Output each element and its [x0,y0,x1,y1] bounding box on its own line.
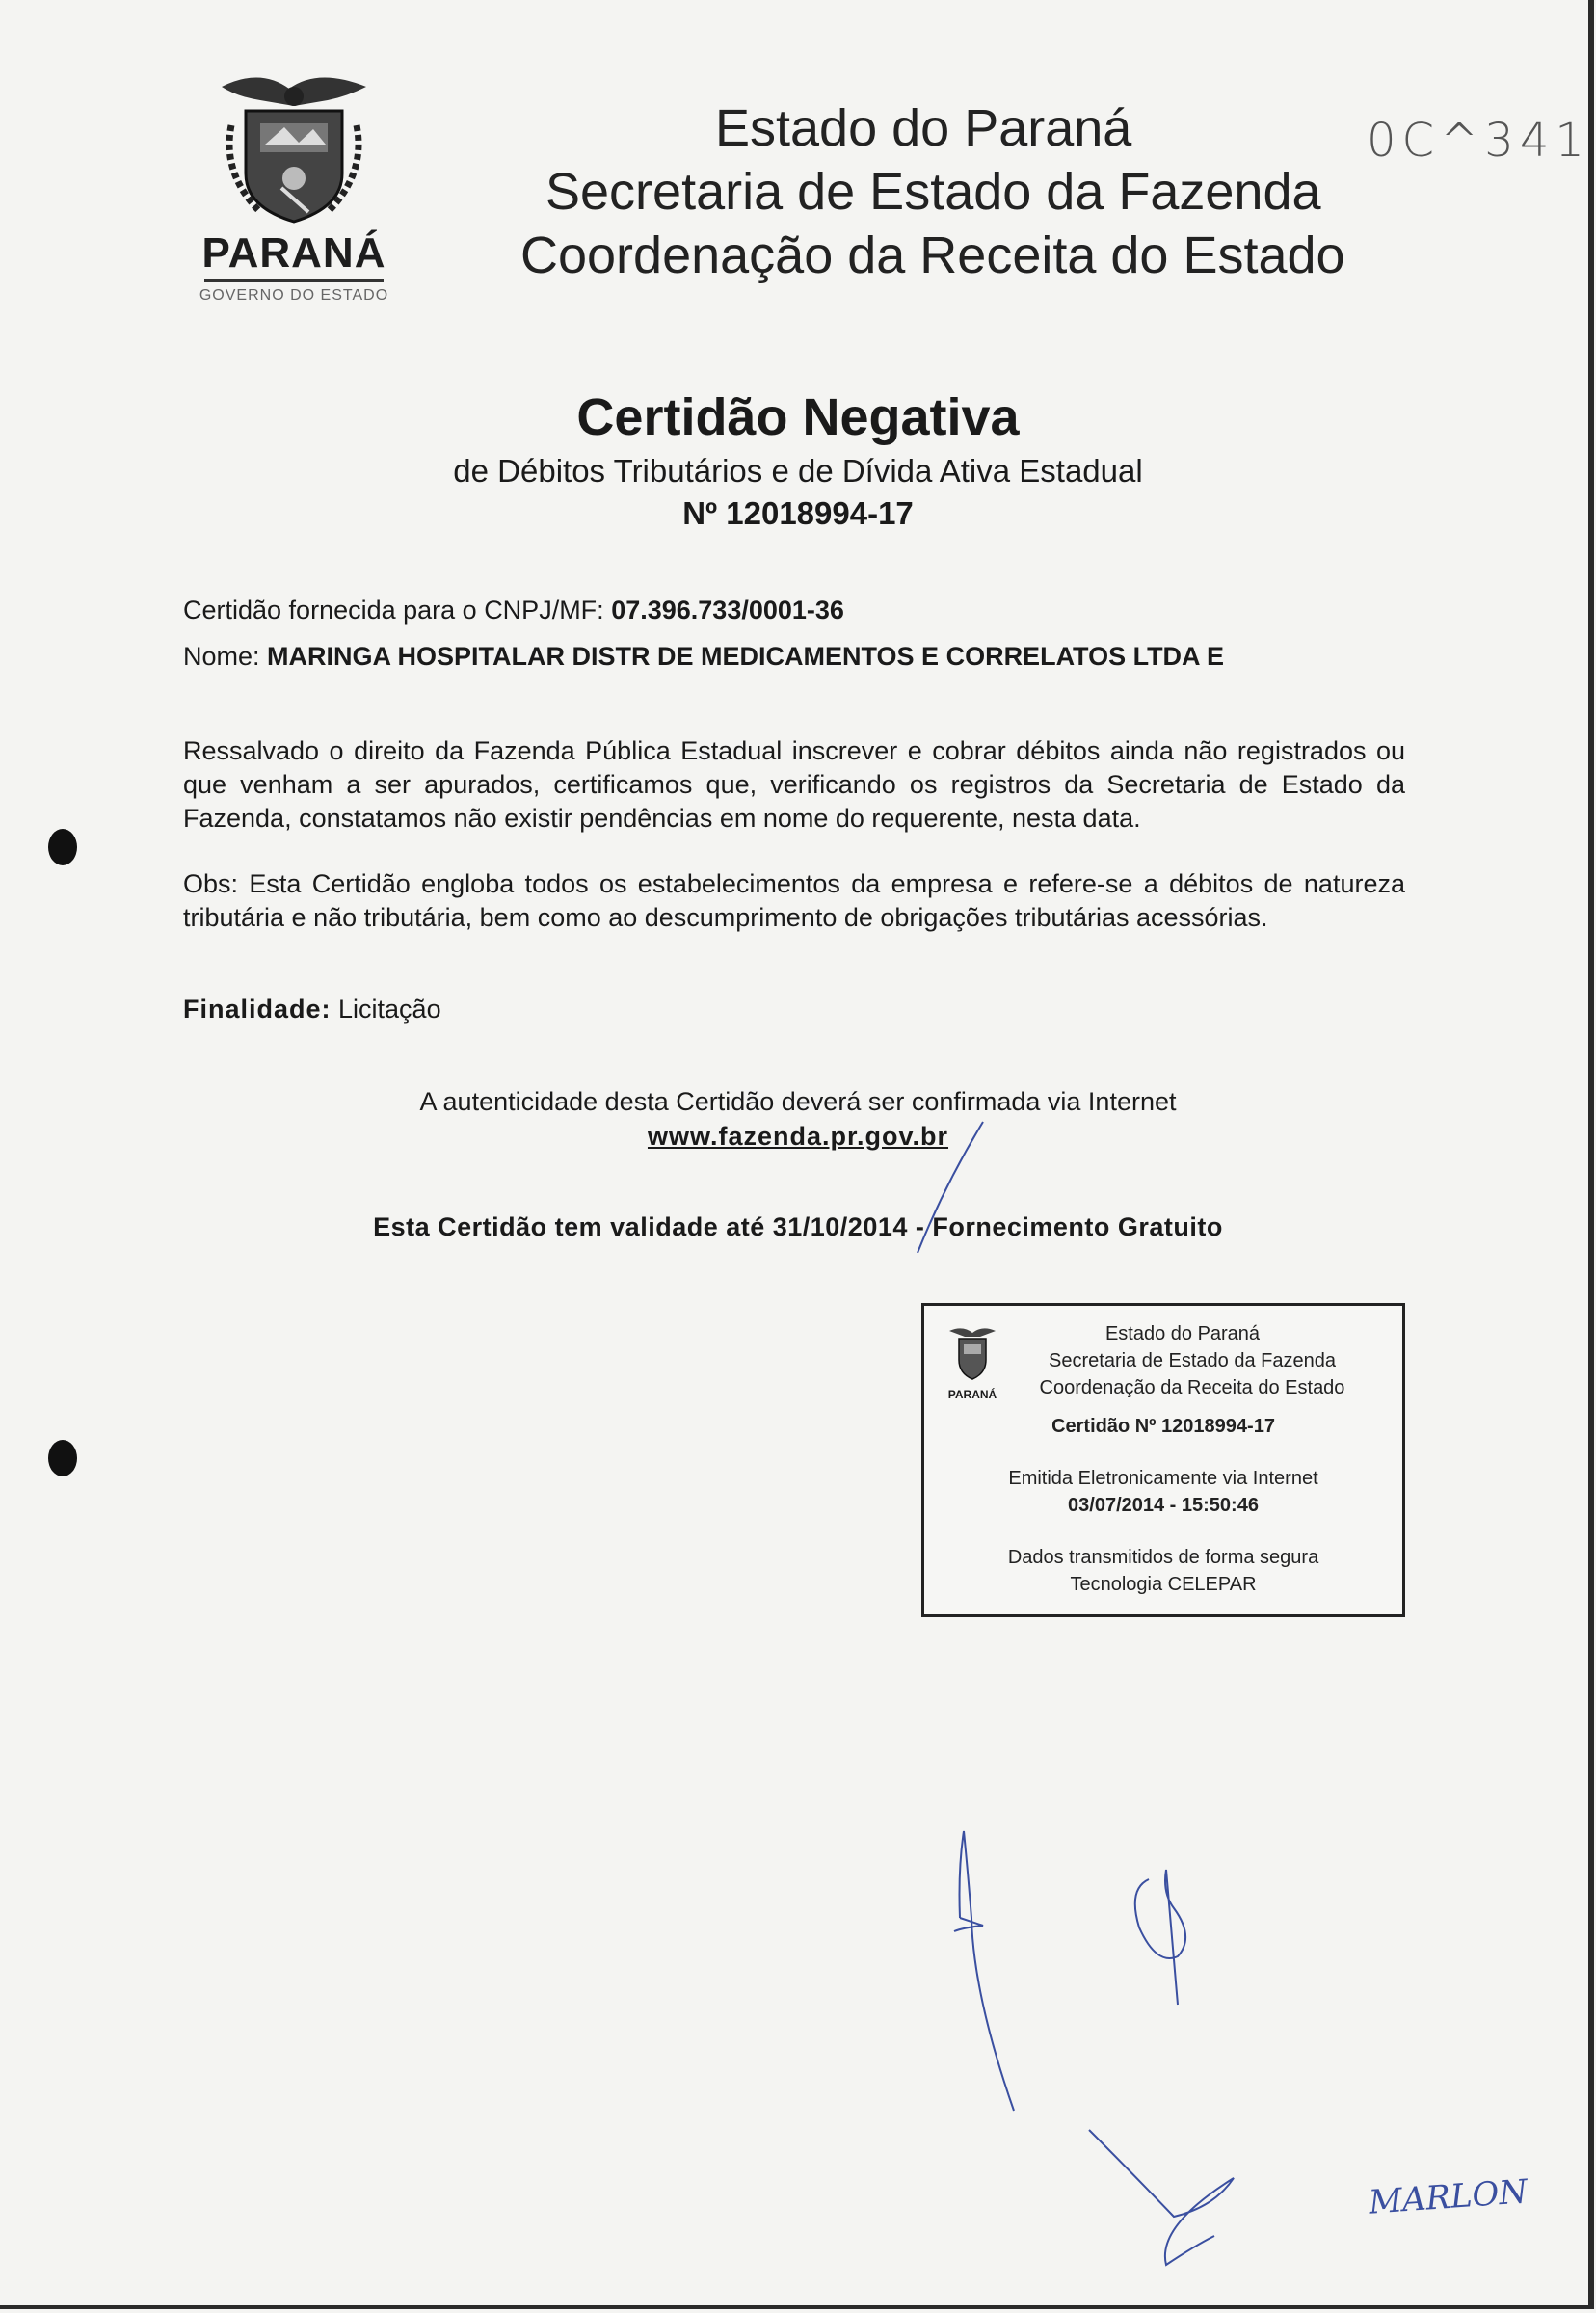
box-coordination: Coordenação da Receita do Estado [1039,1377,1345,1398]
cnpj-value: 07.396.733/0001-36 [611,596,844,625]
box-secretariat: Secretaria de Estado da Fazenda [1049,1350,1336,1371]
purpose-line [183,995,441,1024]
validity-line: Esta Certidão tem validade até 31/10/2014 - Fornecimento Gratuito [373,1212,1223,1241]
header-state: Estado do Paraná [715,99,1132,157]
cnpj-line [183,596,844,625]
document-subtitle: de Débitos Tributários e de Dívida Ativa Estadual [453,453,1143,489]
pen-stroke-mark [906,1118,1002,1263]
box-logo-name: PARANÁ [947,1388,998,1401]
document-title: Certidão Negativa [576,388,1020,446]
header-secretariat: Secretaria de Estado da Fazenda [545,163,1321,221]
binder-hole-bottom [48,1440,77,1476]
box-issued-label: Emitida Eletronicamente via Internet [1008,1468,1318,1489]
box-security-line: Dados transmitidos de forma segura [1007,1547,1319,1568]
electronic-issue-box [921,1303,1405,1617]
certification-paragraph: Ressalvado o direito da Fazenda Pública Estadual inscrever e cobrar débitos ainda não registrados ou que venham a ser apurados, certificamos que, verificando os registros da Secretaria de Estado da Fazenda, constatamos não existir pendências em nome do requerente, nesta data. [183,736,1405,833]
logo-name: PARANÁ [201,229,386,277]
purpose-label: Finalidade: [183,995,332,1024]
header-coordination: Coordenação da Receita do Estado [520,226,1345,284]
logo-divider [204,279,384,282]
certificate-number: Nº 12018994-17 [682,495,914,531]
handwritten-note: MARLON [1367,2172,1530,2222]
parana-coat-of-arms-logo [193,67,395,308]
purpose-value: Licitação [338,995,441,1024]
box-issued-datetime: 03/07/2014 - 15:50:46 [1068,1495,1259,1516]
authenticity-url-row [0,1122,1596,1152]
handwritten-signatures [925,1812,1561,2294]
name-label: Nome: [183,642,260,671]
authenticity-text: A autenticidade desta Certidão deverá ser confirmada via Internet [419,1087,1177,1116]
box-certificate-number: Certidão Nº 12018994-17 [1051,1416,1275,1437]
observation-paragraph: Obs: Esta Certidão engloba todos os estabelecimentos da empresa e refere-se a débitos de natureza tributária e não tributária, bem como ao descumprimento de obrigações tributárias acessórias. [183,869,1405,932]
box-tech-line: Tecnologia CELEPAR [1070,1574,1257,1595]
cnpj-label: Certidão fornecida para o CNPJ/MF: [183,596,604,625]
binder-hole-top [48,829,77,865]
box-state: Estado do Paraná [1104,1323,1261,1344]
name-value: MARINGA HOSPITALAR DISTR DE MEDICAMENTOS E CORRELATOS LTDA E [267,642,1225,671]
logo-subtitle: GOVERNO DO ESTADO [199,287,389,304]
name-line [183,642,1224,672]
page-number-stamp: 0C^341 [1367,114,1590,168]
fazenda-website-link[interactable]: www.fazenda.pr.gov.br [647,1122,949,1151]
